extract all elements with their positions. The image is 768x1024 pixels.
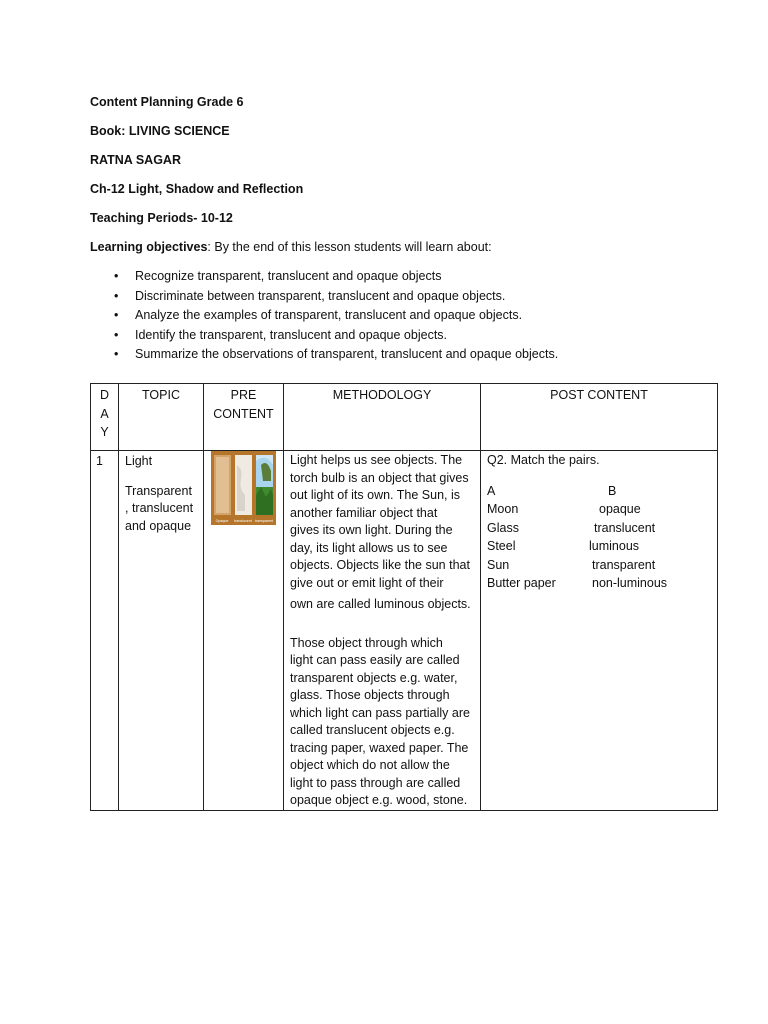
day-cell: 1 [91, 451, 119, 811]
objectives-list [90, 267, 558, 365]
methodology-paragraph-1: Light helps us see objects. The torch bulb is an object that gives out light of its own. The Sun, is another familiar object that gives its own light. During the day, its light allows us to see objects. Objects like the sun that give out or emit light of their own are called luminous objects. [290, 453, 471, 611]
list-item: • Summarize the observations of transparent, translucent and opaque objects. [90, 345, 558, 365]
header-day: D A Y [91, 384, 119, 451]
column-b-label: B [608, 483, 617, 498]
methodology-cell [284, 451, 481, 811]
image-label-translucent: translucent [234, 519, 252, 523]
book-name: Book: LIVING SCIENCE [90, 124, 230, 138]
topic-title: Light [125, 454, 153, 468]
header-pre-content: PRE CONTENT [204, 384, 284, 451]
methodology-paragraph-2: Those object through which light can pass easily are called transparent objects e.g. water, glass. Those objects through which light can pass partially are called translucent objects e.g. tracing paper, waxed paper. The object which do not allow the light to pass through are called opaque object e.g. wood, stone. [290, 635, 470, 807]
match-pair: Butter paper non-luminous [487, 576, 668, 590]
match-question: Q2. Match the pairs. [487, 453, 600, 467]
match-pair: Glass translucent [487, 520, 656, 535]
match-pair: Steel luminous [487, 539, 640, 553]
chapter-title: Ch-12 Light, Shadow and Reflection [90, 182, 304, 196]
bullet-icon: • [114, 269, 119, 283]
topic-subtitle: Transparent , translucent and opaque [125, 483, 194, 533]
teaching-periods: Teaching Periods- 10-12 [90, 211, 233, 225]
list-item: • Recognize transparent, translucent and opaque objects [90, 267, 558, 287]
table-header-row [91, 384, 718, 451]
image-label-opaque: Opaque [215, 519, 229, 523]
bullet-icon: • [114, 327, 119, 342]
post-content-cell [481, 451, 718, 811]
column-a-label: A [487, 483, 496, 498]
bullet-icon: • [114, 308, 119, 322]
learning-objectives-text: : By the end of this lesson students will learn about: [207, 240, 492, 254]
header-methodology: METHODOLOGY [284, 384, 481, 451]
table-row [91, 451, 718, 811]
transparency-illustration-image [211, 451, 276, 525]
list-item: • Analyze the examples of transparent, translucent and opaque objects. [90, 306, 558, 326]
publisher-name: RATNA SAGAR [90, 153, 181, 167]
learning-objectives-intro [90, 240, 492, 254]
learning-objectives-label: Learning objectives [90, 240, 208, 254]
header-post-content: POST CONTENT [481, 384, 718, 451]
lesson-plan-table [90, 383, 718, 811]
match-pair: Sun transparent [487, 557, 656, 572]
topic-cell [119, 451, 204, 811]
list-item: • Discriminate between transparent, translucent and opaque objects. [90, 287, 558, 307]
match-column-headers [487, 482, 711, 501]
document-title: Content Planning Grade 6 [90, 95, 244, 109]
image-label-transparent: transparent [254, 519, 274, 523]
bullet-icon: • [114, 288, 119, 303]
pre-content-cell [204, 451, 284, 811]
list-item: • Identify the transparent, translucent and opaque objects. [90, 326, 558, 346]
match-pair: Moon opaque [487, 502, 641, 516]
header-topic: TOPIC [119, 384, 204, 451]
bullet-icon: • [114, 347, 119, 361]
